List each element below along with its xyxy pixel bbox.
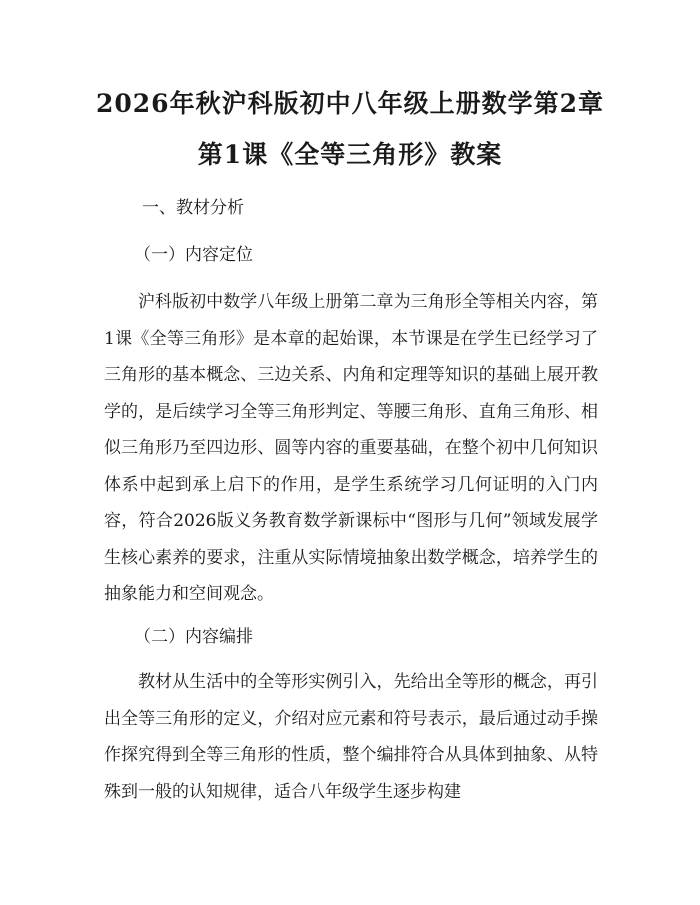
- document-title-line-2: 第1课《全等三角形》教案: [197, 140, 503, 169]
- paragraph-content-positioning: 沪科版初中数学八年级上册第二章为三角形全等相关内容，第1课《全等三角形》是本章的起始课，本节课是在学生已经学习了三角形的基本概念、三边关系、内角和定理等知识的基础上展开教学的，是后续学习全等三角形判定、等腰三角形、直角三角形、相似三角形乃至四边形、圆等内容的重要基础，在整个初中几何知识体系中起到承上启下的作用，是学生系统学习几何证明的入门内容，符合2026版义务教育数学新课标中“图形与几何”领域发展学生核心素养的要求，注重从实际情境抽象出数学概念，培养学生的抽象能力和空间观念。: [104, 292, 598, 604]
- subsection-heading-content-positioning: （一）内容定位: [134, 245, 253, 265]
- paragraph-content-arrangement: 教材从生活中的全等形实例引入，先给出全等形的概念，再引出全等三角形的定义，介绍对应元素和符号表示，最后通过动手操作探究得到全等三角形的性质，整个编排符合从具体到抽象、从特殊到一般的认知规律，适合八年级学生逐步构建: [104, 672, 598, 802]
- subsection-heading-content-arrangement: （二）内容编排: [134, 627, 253, 647]
- document-title-line-1: 2026年秋沪科版初中八年级上册数学第2章: [96, 89, 604, 118]
- section-heading-teaching-material-analysis: 一、教材分析: [142, 198, 244, 218]
